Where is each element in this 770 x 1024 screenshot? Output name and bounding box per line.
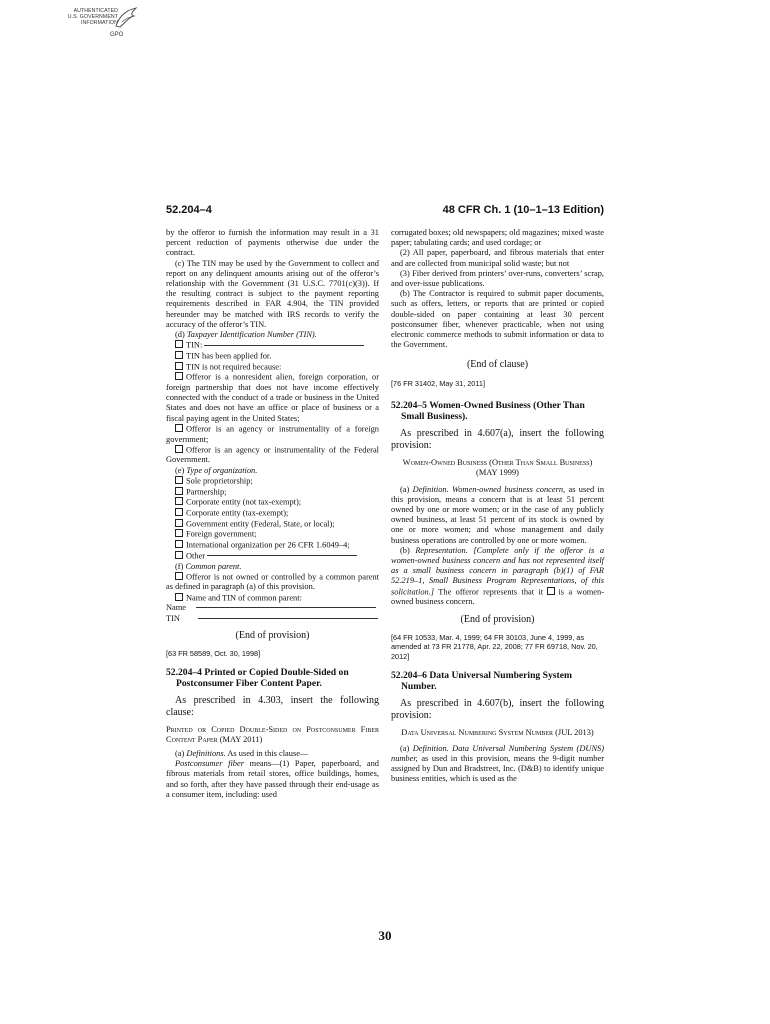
citation: [76 FR 31402, May 31, 2011] xyxy=(391,378,485,388)
checkbox-icon[interactable] xyxy=(175,351,183,359)
paragraph-e: (e) Type of organization. xyxy=(175,465,258,475)
checkbox-item[interactable]: Partnership; xyxy=(166,487,379,498)
fill-line xyxy=(198,618,378,619)
checkbox-icon[interactable] xyxy=(175,529,183,537)
checkbox-item[interactable]: Government entity (Federal, State, or local); xyxy=(166,519,379,530)
checkbox-icon[interactable] xyxy=(175,362,183,370)
checkbox-icon[interactable] xyxy=(175,476,183,484)
paragraph-f: (f) Common parent. xyxy=(175,561,242,571)
paragraph-d: (d) Taxpayer Identification Number (TIN). xyxy=(175,330,317,340)
logo-line: U.S. GOVERNMENT xyxy=(67,14,118,20)
fill-line xyxy=(207,555,357,556)
right-column xyxy=(391,228,604,785)
prescription: As prescribed in 4.303, insert the following clause: xyxy=(166,694,379,718)
logo-line: AUTHENTICATED xyxy=(73,8,118,14)
running-header xyxy=(166,204,604,218)
checkbox-item[interactable]: Offeror is a nonresident alien, foreign corporation, or foreign partnership that does not have income effectively connected with the conduct of a trade or business in the United States and does not have an office or place of business or a fiscal paying agent in the United States; xyxy=(166,372,379,423)
page-number: 30 xyxy=(378,928,392,943)
checkbox-item[interactable]: Sole proprietorship; xyxy=(166,476,379,487)
paragraph-title: Common parent. xyxy=(185,561,242,571)
header-section: 52.204–4 xyxy=(166,204,212,216)
end-of-provision: (End of provision) xyxy=(235,629,310,641)
tin-field[interactable]: TIN xyxy=(166,614,379,624)
paragraph: (b) The Contractor is required to submit paper documents, such as offers, letters, or reports that are printed or copied double-sided on paper containing at least 30 percent postconsumer fiber, whenever practicable, when not using electronic commerce methods to submit information or data to the Government. xyxy=(391,289,604,350)
checkbox-item[interactable]: Corporate entity (tax-exempt); xyxy=(166,508,379,519)
clause-title: Printed or Copied Double-Sided on Postconsumer Fiber Content Paper (MAY 2011) xyxy=(166,724,379,744)
paragraph: corrugated boxes; old newspapers; old magazines; mixed waste paper; tabulating cards; and used cordage; or xyxy=(391,228,604,248)
checkbox-icon[interactable] xyxy=(175,572,183,580)
checkbox-item[interactable]: TIN: xyxy=(166,340,379,351)
section-heading: 52.204–4 Printed or Copied Double-Sided on Postconsumer Fiber Content Paper. xyxy=(166,666,349,689)
gpo-authentication-logo xyxy=(62,6,142,42)
paragraph: (2) All paper, paperboard, and fibrous materials that enter and are collected from municipal solid waste; but not xyxy=(391,248,604,268)
checkbox-item[interactable]: International organization per 26 CFR 1.6049–4; xyxy=(166,540,379,551)
paragraph-title: Type of organization. xyxy=(186,465,258,475)
citation: [64 FR 10533, Mar. 4, 1999; 64 FR 30103, June 4, 1999, as amended at 73 FR 21778, Apr. 22, 2008; 77 FR 69718, Nov. 20, 2012] xyxy=(391,632,598,661)
checkbox-item[interactable]: Offeror is an agency or instrumentality of a foreign government; xyxy=(166,424,379,444)
checkbox-icon[interactable] xyxy=(175,340,183,348)
checkbox-icon[interactable] xyxy=(175,424,183,432)
provision-title: Data Universal Numbering System Number (JUL 2013) xyxy=(401,727,594,737)
paragraph: by the offeror to furnish the information may result in a 31 percent reduction of payments otherwise due under the contract. xyxy=(166,228,379,258)
end-of-provision: (End of provision) xyxy=(460,613,535,625)
checkbox-icon[interactable] xyxy=(175,497,183,505)
checkbox-icon[interactable] xyxy=(175,445,183,453)
checkbox-item[interactable]: Offeror is not owned or controlled by a common parent as defined in paragraph (a) of this provision. xyxy=(166,572,379,592)
paragraph-a: (a) Definition. Women-owned business concern, as used in this provision, means a concern that is at least 51 percent owned by one or more women; or in the case of any publicly owned business, at least 51 percent of its stock is owned by one or more women; and whose management and daily business operations are controlled by one or more women. xyxy=(391,484,605,545)
checkbox-item[interactable]: Foreign government; xyxy=(166,529,379,540)
name-field[interactable]: Name xyxy=(166,603,379,613)
paragraph: (3) Fiber derived from printers’ over-runs, converters’ scrap, and over-issue publications. xyxy=(391,268,604,289)
checkbox-icon[interactable] xyxy=(175,372,183,380)
gpo-label: GPO xyxy=(110,32,124,38)
paragraph-title: Taxpayer Identification Number (TIN). xyxy=(186,330,317,340)
logo-line: INFORMATION xyxy=(80,20,118,26)
eagle-icon xyxy=(112,6,140,30)
checkbox-icon[interactable] xyxy=(175,593,183,601)
checkbox-item[interactable]: Offeror is an agency or instrumentality of the Federal Government. xyxy=(166,445,379,465)
checkbox-icon[interactable] xyxy=(175,519,183,527)
provision-title: Women-Owned Business (Other Than Small Business) (MAY 1999) xyxy=(402,458,593,478)
fill-line xyxy=(196,607,376,608)
checkbox-icon[interactable] xyxy=(175,551,183,559)
section-heading: 52.204–5 Women-Owned Business (Other Than Small Business). xyxy=(391,400,585,423)
checkbox-item[interactable]: TIN is not required because: xyxy=(166,362,379,373)
paragraph: (c) The TIN may be used by the Government to collect and report on any delinquent amounts arising out of the offeror’s relationship with the Government (31 U.S.C. 7701(c)(3)). If the resulting contract is subject to the payment reporting requirements described in FAR 4.904, the TIN provided hereunder may be matched with IRS records to verify the accuracy of the offeror’s TIN. xyxy=(166,258,379,329)
definitions: (a) Definitions. As used in this clause— xyxy=(175,748,309,758)
checkbox-icon[interactable] xyxy=(547,587,555,595)
fill-line xyxy=(204,345,364,346)
left-column xyxy=(166,228,379,800)
prescription: As prescribed in 4.607(a), insert the following provision: xyxy=(391,428,604,452)
end-of-clause: (End of clause) xyxy=(466,359,529,371)
paragraph-b: (b) Representation. [Complete only if the offeror is a women-owned business concern and has not represented itself as a small business concern in paragraph (b)(1) of FAR 52.219–1, Small Business Program Representations, of this solicitation.] The offeror represents that it is a women-owned business concern. xyxy=(391,545,605,607)
paragraph-a: (a) Definition. Data Universal Numbering System (DUNS) number, as used in this provision, means the 9-digit number assigned by Dun and Bradstreet, Inc. (D&B) to identify unique business entities, which is used as the xyxy=(391,743,605,784)
definition-postconsumer: Postconsumer fiber means—(1) Paper, paperboard, and fibrous materials from retail stores, office buildings, homes, and so forth, after they have passed through their end-usage as a consumer item, including: used xyxy=(166,759,379,799)
checkbox-icon[interactable] xyxy=(175,487,183,495)
prescription: As prescribed in 4.607(b), insert the following provision: xyxy=(391,697,604,721)
checkbox-item[interactable]: Name and TIN of common parent: xyxy=(166,593,379,604)
citation: [63 FR 58589, Oct. 30, 1998] xyxy=(166,648,261,658)
checkbox-item[interactable]: TIN has been applied for. xyxy=(166,351,379,362)
checkbox-icon[interactable] xyxy=(175,508,183,516)
header-title: 48 CFR Ch. 1 (10–1–13 Edition) xyxy=(442,204,604,216)
checkbox-item[interactable]: Other xyxy=(166,551,379,562)
checkbox-icon[interactable] xyxy=(175,540,183,548)
checkbox-item[interactable]: Corporate entity (not tax-exempt); xyxy=(166,497,379,508)
section-heading: 52.204–6 Data Universal Numbering System Number. xyxy=(391,669,572,692)
